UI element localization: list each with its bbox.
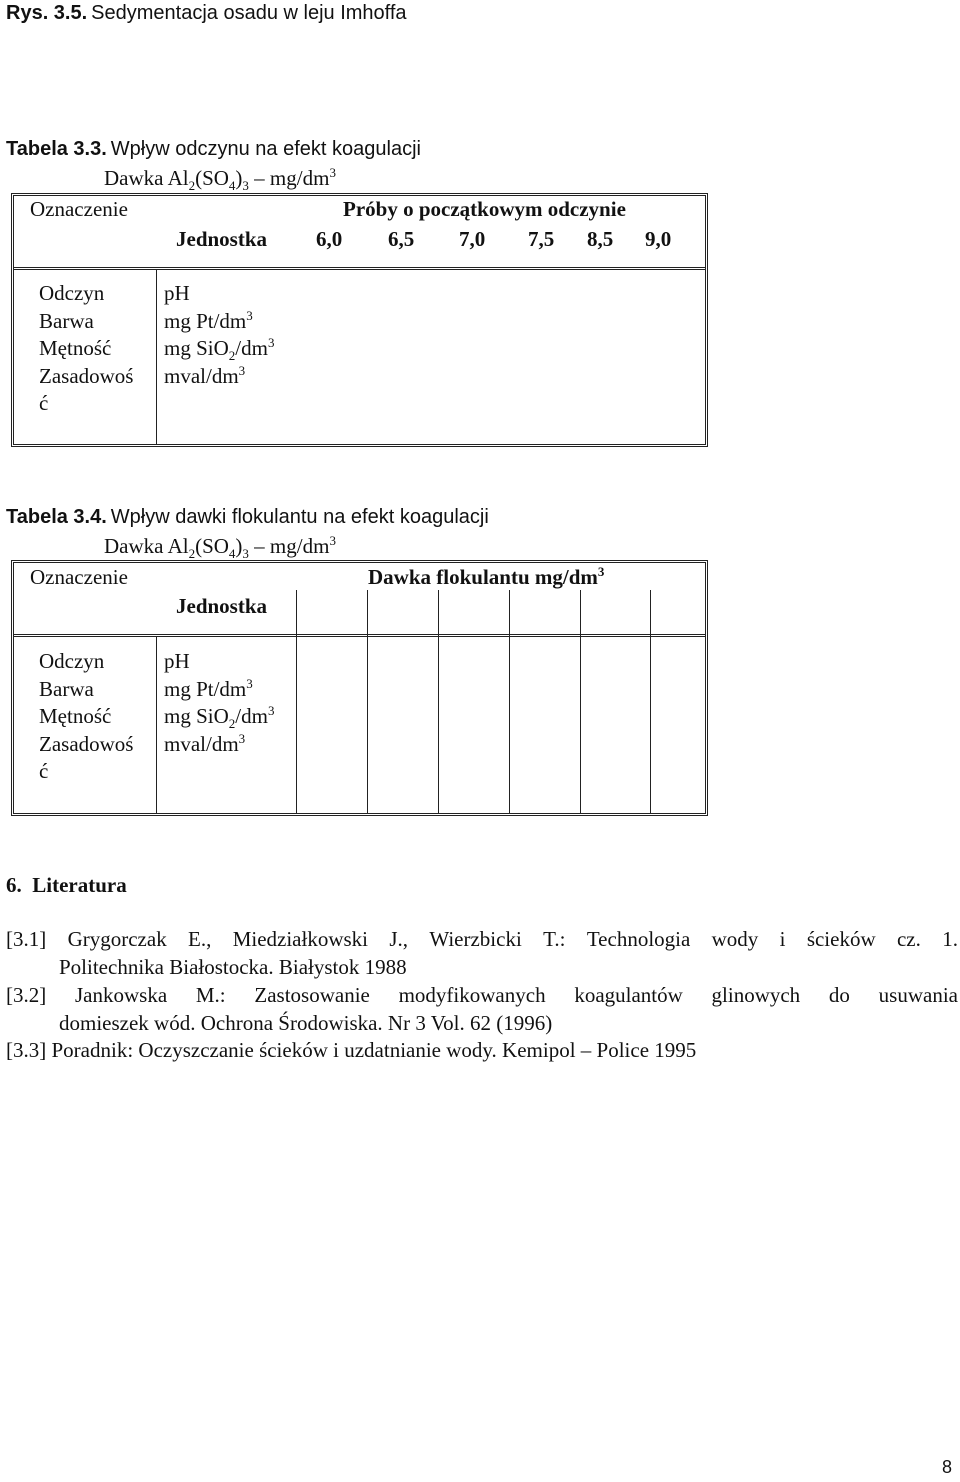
table2-param-metnosc: Mętność — [39, 704, 112, 728]
page-number: 8 — [942, 1457, 953, 1477]
table1-ph-5: 9,0 — [645, 227, 672, 251]
table1-param-odczyn: Odczyn — [39, 281, 105, 305]
table2-caption — [6, 506, 489, 529]
table1-ph-4: 8,5 — [587, 227, 614, 251]
table2-dose-line: Dawka $Al_2(SO_4)_3 - mg/dm^3$ — [104, 533, 336, 562]
table1-header-proby: Próby o początkowym odczynie — [343, 197, 626, 221]
table2-number: Tabela 3.4. — [6, 506, 107, 528]
table2-dose-col-2 — [367, 590, 368, 813]
table2-unit-pt: mg $Pt/dm^3$ — [164, 675, 253, 701]
table2-param-list — [39, 648, 133, 786]
table1-col-divider — [156, 270, 157, 444]
table2-unit-sio2: mg $SiO_2/dm^3$ — [164, 703, 275, 732]
literature-heading: 6. Literatura — [6, 873, 127, 897]
table2-dose-col-4 — [509, 590, 510, 813]
table1-ph-2: 7,0 — [459, 227, 486, 251]
ref-3-3-line-1: [3.3] Poradnik: Oczyszczanie ścieków i uzdatnianie wody. Kemipol – Police 1995 — [6, 1038, 697, 1062]
table1-param-list — [39, 280, 133, 418]
table1-unit-ph: pH — [164, 281, 190, 305]
table2-dose-col-1 — [296, 590, 297, 813]
table2-param-odczyn: Odczyn — [39, 649, 105, 673]
table1-title: Wpływ odczynu na efekt koagulacji — [110, 138, 421, 160]
figure-title: Sedymentacja osadu w leju Imhoffa — [91, 2, 407, 24]
table2-title: Wpływ dawki flokulantu na efekt koagulacji — [110, 506, 489, 528]
table1-header-oznaczenie: Oznaczenie — [30, 197, 128, 221]
table1-param-zasadowosc-wrap: ć — [39, 391, 49, 415]
table2-dose-col-3 — [438, 590, 439, 813]
table1-param-metnosc: Mętność — [39, 336, 112, 360]
table1-ph-0: 6,0 — [316, 227, 343, 251]
table2-param-zasadowosc: Zasadowoś — [39, 731, 134, 756]
table1-ph-3: 7,5 — [528, 227, 555, 251]
ref-3-1-line-2: Politechnika Białostocka. Białystok 1988 — [59, 955, 407, 979]
table1-param-barwa: Barwa — [39, 308, 94, 333]
table1-header-jednostka: Jednostka — [176, 227, 268, 251]
figure-number: Rys. 3.5. — [6, 2, 88, 24]
table1-ph-1: 6,5 — [388, 227, 415, 251]
ref-3-2-line-2: domieszek wód. Ochrona Środowiska. Nr 3 Vol. 62 (1996) — [59, 1011, 553, 1035]
table1-unit-mval: mval/$dm^3$ — [164, 362, 246, 388]
table2-unit-mval: mval/$dm^3$ — [164, 730, 246, 756]
table2-header-oznaczenie: Oznaczenie — [30, 565, 128, 589]
table1-unit-list — [164, 280, 274, 390]
table2-header-dawka: Dawka flokulantu $mg/dm^3$ — [368, 564, 605, 589]
table2-col-divider — [156, 637, 157, 813]
table2-header-divider — [14, 634, 705, 637]
table2-param-zasadowosc-wrap: ć — [39, 759, 49, 783]
ref-3-1-line-1: [3.1] Grygorczak E., Miedziałkowski J., Wierzbicki T.: Technologia wody i ścieków cz. 1. — [6, 927, 958, 951]
table2-unit-list — [164, 648, 274, 758]
table1-header-divider — [14, 267, 705, 270]
table1-dose-line: Dawka $Al_2(SO_4)_3 - mg/dm^3$ — [104, 165, 336, 194]
table1-unit-sio2: mg $SiO_2/dm^3$ — [164, 335, 275, 364]
table2-param-barwa: Barwa — [39, 676, 94, 701]
figure-caption — [6, 2, 407, 25]
table1-param-zasadowosc: Zasadowoś — [39, 363, 134, 388]
table2-unit-ph: pH — [164, 649, 190, 673]
table1-caption — [6, 138, 421, 161]
table1-number: Tabela 3.3. — [6, 138, 107, 160]
table2-header-jednostka: Jednostka — [176, 594, 268, 618]
table2-dose-col-5 — [580, 590, 581, 813]
table1-unit-pt: mg $Pt/dm^3$ — [164, 307, 253, 333]
ref-3-2-line-1: [3.2] Jankowska M.: Zastosowanie modyfikowanych koagulantów glinowych do usuwania — [6, 983, 958, 1007]
table2-dose-col-6 — [650, 590, 651, 813]
